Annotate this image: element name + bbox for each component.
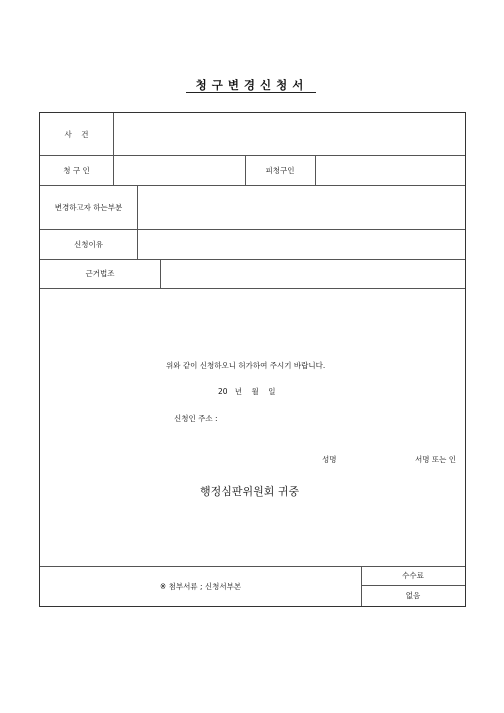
col-divider [113,113,114,185]
addressee: 행정심판위원회 귀중 [200,485,300,498]
request-text: 위와 같이 신청하오니 허가하여 주시기 바랍니다. [166,361,326,370]
col-divider [315,155,316,185]
form-table [39,112,466,607]
signature-label: 서명 또는 인 [415,455,456,464]
fee-label: 수수료 [402,571,424,580]
row-divider [40,288,465,289]
address-label: 신청인 주소 : [174,414,218,423]
date-line: 20 년 월 일 [218,387,276,396]
col-divider [137,185,138,259]
name-label: 성명 [322,455,337,464]
case-label: 사 건 [64,129,89,139]
claimant-label: 청 구 인 [63,165,90,175]
col-divider [160,259,161,288]
title-underline [186,92,316,93]
fee-value: 없음 [405,591,421,600]
reason-label: 신청이유 [74,239,103,249]
attachments-note: ※ 첨부서류 ; 신청서부본 [159,581,242,591]
legal-basis-label: 근거법조 [85,269,115,278]
respondent-label: 피청구인 [265,165,295,175]
change-part-label: 변경하고자 하는부분 [54,202,123,212]
form-title: 청구변경신청서 [195,78,309,92]
